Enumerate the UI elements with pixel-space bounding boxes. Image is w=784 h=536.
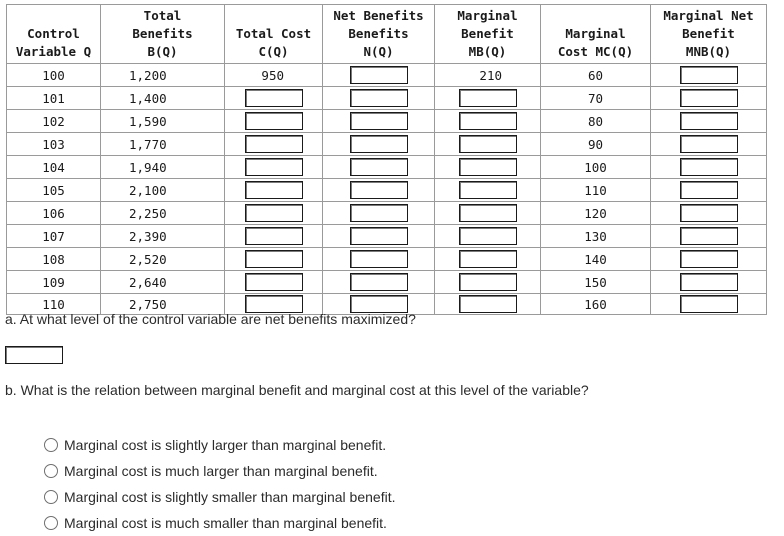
header-label: Benefits (132, 26, 193, 41)
marginal-net-benefit-cell (651, 87, 767, 110)
table-row (7, 87, 767, 110)
marginal-net-benefit-input[interactable] (680, 112, 738, 130)
marginal-net-benefit-input[interactable] (680, 204, 738, 222)
net-benefit-input[interactable] (350, 181, 408, 199)
option-1[interactable] (44, 458, 395, 484)
data-table (6, 4, 767, 315)
control-variable-value: 107 (7, 225, 101, 248)
total-benefit-value: 2,750 (101, 294, 225, 315)
header-label: Marginal (565, 26, 626, 41)
table-row (7, 156, 767, 179)
control-variable-value: 108 (7, 248, 101, 271)
control-variable-value: 109 (7, 271, 101, 294)
problem-area (6, 4, 766, 315)
option-2[interactable] (44, 484, 395, 510)
total-cost-cell (225, 248, 323, 271)
marginal-cost-value: 70 (541, 87, 651, 110)
marginal-net-benefit-input[interactable] (680, 89, 738, 107)
header-label: Total (143, 8, 182, 23)
table-row (7, 179, 767, 202)
net-benefit-input[interactable] (350, 204, 408, 222)
total-cost-cell (225, 179, 323, 202)
col-marginal-net-benefit (651, 5, 767, 64)
table-row (7, 225, 767, 248)
control-variable-value: 103 (7, 133, 101, 156)
header-label: MNB(Q) (685, 44, 732, 59)
net-benefit-input[interactable] (350, 273, 408, 291)
option-label: Marginal cost is much larger than marginal benefit. (64, 463, 378, 479)
marginal-cost-value: 130 (541, 225, 651, 248)
net-benefit-input[interactable] (350, 112, 408, 130)
total-cost-input[interactable] (245, 158, 303, 176)
marginal-net-benefit-input[interactable] (680, 181, 738, 199)
marginal-benefit-input[interactable] (459, 250, 517, 268)
header-label: Total Cost (235, 26, 312, 41)
net-benefit-cell (323, 64, 435, 87)
marginal-cost-value: 150 (541, 271, 651, 294)
total-benefit-value: 2,520 (101, 248, 225, 271)
total-cost-input[interactable] (245, 112, 303, 130)
net-benefit-cell (323, 202, 435, 225)
col-net-benefits (323, 5, 435, 64)
control-variable-value: 100 (7, 64, 101, 87)
table-row (7, 271, 767, 294)
net-benefit-input[interactable] (350, 135, 408, 153)
total-cost-cell (225, 225, 323, 248)
net-benefit-input[interactable] (350, 66, 408, 84)
marginal-benefit-input[interactable] (459, 112, 517, 130)
header-label: Cost MC(Q) (557, 44, 634, 59)
marginal-benefit-cell (435, 87, 541, 110)
marginal-benefit-input[interactable] (459, 181, 517, 199)
net-benefit-cell (323, 248, 435, 271)
marginal-cost-value: 60 (541, 64, 651, 87)
total-benefit-value: 1,590 (101, 110, 225, 133)
table-row (7, 133, 767, 156)
marginal-benefit-input[interactable] (459, 295, 517, 313)
marginal-net-benefit-input[interactable] (680, 227, 738, 245)
net-benefit-input[interactable] (350, 250, 408, 268)
marginal-net-benefit-cell (651, 156, 767, 179)
marginal-benefit-cell (435, 248, 541, 271)
control-variable-value: 101 (7, 87, 101, 110)
header-label: C(Q) (258, 44, 289, 59)
marginal-net-benefit-cell (651, 225, 767, 248)
table-row (7, 248, 767, 271)
radio-icon[interactable] (44, 516, 58, 530)
net-benefit-cell (323, 87, 435, 110)
net-benefit-cell (323, 156, 435, 179)
marginal-benefit-input[interactable] (459, 204, 517, 222)
marginal-benefit-cell (435, 179, 541, 202)
marginal-net-benefit-cell (651, 64, 767, 87)
marginal-benefit-cell (435, 225, 541, 248)
option-0[interactable] (44, 432, 395, 458)
control-variable-value: 106 (7, 202, 101, 225)
header-label: Benefit (682, 26, 735, 41)
control-variable-value: 110 (7, 294, 101, 315)
net-benefit-input[interactable] (350, 158, 408, 176)
marginal-net-benefit-input[interactable] (680, 295, 738, 313)
col-control-variable (7, 5, 101, 64)
total-cost-input[interactable] (245, 250, 303, 268)
radio-icon[interactable] (44, 464, 58, 478)
marginal-benefit-cell (435, 294, 541, 315)
total-cost-cell (225, 202, 323, 225)
header-label: B(Q) (147, 44, 178, 59)
radio-icon[interactable] (44, 490, 58, 504)
marginal-benefit-input[interactable] (459, 135, 517, 153)
total-cost-input[interactable] (245, 181, 303, 199)
total-cost-input[interactable] (245, 135, 303, 153)
marginal-benefit-input[interactable] (459, 89, 517, 107)
marginal-cost-value: 140 (541, 248, 651, 271)
header-row (7, 5, 767, 64)
net-benefit-input[interactable] (350, 227, 408, 245)
marginal-benefit-input[interactable] (459, 273, 517, 291)
col-total-cost (225, 5, 323, 64)
marginal-benefit-cell (435, 202, 541, 225)
net-benefit-input[interactable] (350, 89, 408, 107)
marginal-benefit-cell (435, 133, 541, 156)
marginal-cost-value: 110 (541, 179, 651, 202)
table-body (7, 64, 767, 315)
total-benefit-value: 2,100 (101, 179, 225, 202)
option-3[interactable] (44, 510, 395, 536)
marginal-benefit-cell (435, 156, 541, 179)
answer-a-input[interactable] (5, 346, 63, 364)
control-variable-value: 105 (7, 179, 101, 202)
table-row (7, 110, 767, 133)
header-label: Control (27, 26, 80, 41)
total-cost-value: 950 (225, 64, 323, 87)
total-benefit-value: 1,400 (101, 87, 225, 110)
marginal-net-benefit-cell (651, 110, 767, 133)
control-variable-value: 102 (7, 110, 101, 133)
marginal-cost-value: 80 (541, 110, 651, 133)
marginal-net-benefit-input[interactable] (680, 158, 738, 176)
net-benefit-cell (323, 271, 435, 294)
header-label: Marginal Net (663, 8, 754, 23)
total-cost-cell (225, 271, 323, 294)
header-label: MB(Q) (468, 44, 507, 59)
marginal-net-benefit-cell (651, 248, 767, 271)
option-label: Marginal cost is much smaller than marginal benefit. (64, 515, 387, 531)
total-cost-cell (225, 133, 323, 156)
net-benefit-cell (323, 110, 435, 133)
total-cost-cell (225, 156, 323, 179)
total-cost-cell (225, 110, 323, 133)
header-label: Marginal (457, 8, 518, 23)
table-row (7, 64, 767, 87)
header-label: Net Benefits (333, 8, 424, 23)
marginal-net-benefit-cell (651, 271, 767, 294)
marginal-net-benefit-input[interactable] (680, 250, 738, 268)
marginal-cost-value: 120 (541, 202, 651, 225)
total-cost-input[interactable] (245, 89, 303, 107)
total-benefit-value: 2,390 (101, 225, 225, 248)
total-benefit-value: 2,250 (101, 202, 225, 225)
marginal-net-benefit-cell (651, 133, 767, 156)
answer-options (44, 432, 395, 536)
option-label: Marginal cost is slightly smaller than marginal benefit. (64, 489, 396, 505)
marginal-benefit-cell (435, 110, 541, 133)
option-label: Marginal cost is slightly larger than marginal benefit. (64, 437, 387, 453)
header-label: Benefit (461, 26, 514, 41)
header-label: N(Q) (363, 44, 394, 59)
question-a: a. At what level of the control variable are net benefits maximized? (5, 311, 416, 327)
marginal-net-benefit-cell (651, 179, 767, 202)
col-total-benefits (101, 5, 225, 64)
total-cost-input[interactable] (245, 227, 303, 245)
col-marginal-cost (541, 5, 651, 64)
net-benefit-cell (323, 133, 435, 156)
marginal-benefit-input[interactable] (459, 158, 517, 176)
marginal-benefit-value: 210 (435, 64, 541, 87)
net-benefit-cell (323, 179, 435, 202)
marginal-net-benefit-input[interactable] (680, 66, 738, 84)
marginal-net-benefit-cell (651, 294, 767, 315)
total-benefit-value: 1,770 (101, 133, 225, 156)
marginal-benefit-cell (435, 271, 541, 294)
marginal-cost-value: 90 (541, 133, 651, 156)
marginal-cost-value: 100 (541, 156, 651, 179)
marginal-cost-value: 160 (541, 294, 651, 315)
total-benefit-value: 1,200 (101, 64, 225, 87)
col-marginal-benefit (435, 5, 541, 64)
marginal-net-benefit-input[interactable] (680, 273, 738, 291)
total-cost-cell (225, 87, 323, 110)
total-cost-input[interactable] (245, 273, 303, 291)
net-benefit-cell (323, 225, 435, 248)
total-benefit-value: 1,940 (101, 156, 225, 179)
marginal-net-benefit-cell (651, 202, 767, 225)
total-cost-input[interactable] (245, 204, 303, 222)
control-variable-value: 104 (7, 156, 101, 179)
radio-icon[interactable] (44, 438, 58, 452)
header-label: Variable Q (15, 44, 92, 59)
marginal-benefit-input[interactable] (459, 227, 517, 245)
header-label: Benefits (348, 26, 409, 41)
table-row (7, 202, 767, 225)
marginal-net-benefit-input[interactable] (680, 135, 738, 153)
question-b: b. What is the relation between marginal benefit and marginal cost at this level of the variable? (5, 382, 589, 398)
total-benefit-value: 2,640 (101, 271, 225, 294)
